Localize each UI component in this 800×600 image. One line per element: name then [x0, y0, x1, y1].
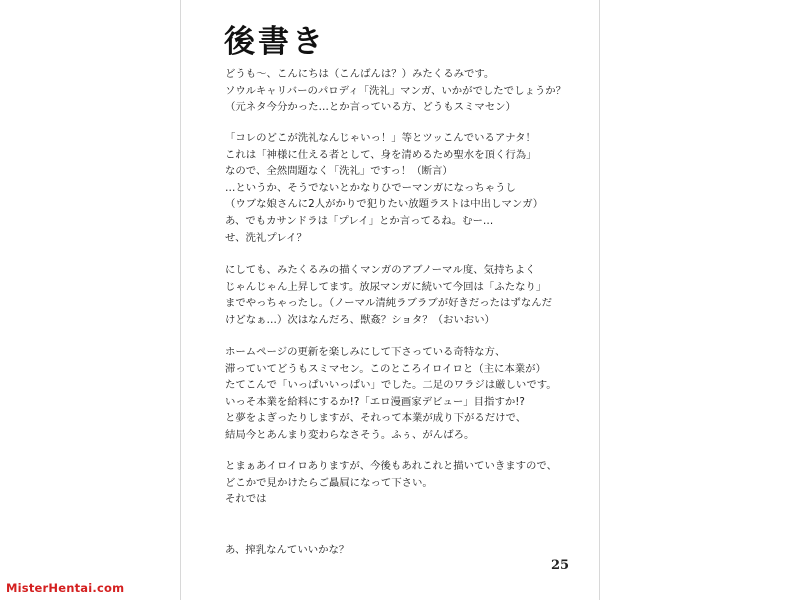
text-line: 滞っていてどうもスミマセン。このところイロイロと（主に本業が） [225, 362, 546, 375]
text-line: なので、全然問題なく「洗礼」ですっ！（断言） [225, 165, 453, 178]
text-line: ホームページの更新を楽しみにして下さっている奇特な方、 [225, 346, 506, 358]
text-line: 「コレのどこが洗礼なんじゃいっ！」等とツッこんでいるアナタ！ [225, 132, 536, 144]
text-line: それでは [225, 493, 267, 506]
paragraph-homepage [225, 344, 557, 444]
text-line: けどなぁ…）次はなんだろ、獣姦？ショタ？（おいおい） [225, 313, 495, 326]
text-line: せ、洗礼プレイ？ [225, 231, 307, 244]
text-line: どこかで見かけたらご贔屓になって下さい。 [225, 476, 433, 489]
text-line: とまぁあイロイロありますが、今後もあれこれと描いていきますので、 [225, 460, 557, 472]
paragraph-farewell [225, 458, 557, 508]
text-line: までやっちゃったし。（ノーマル清純ラブラブが好きだったはずなんだ [225, 297, 552, 310]
text-line: 結局今とあんまり変わらなさそう。ふぅ、がんばろ。 [225, 428, 475, 441]
text-line: たてこんで「いっぱいいっぱい」でした。二足のワラジは厳しいです。 [225, 379, 557, 392]
paragraph-abnormal [225, 262, 552, 328]
text-line: …というか、そうでないとかなりひでーマンガになっちゃうし [225, 181, 516, 194]
text-line: ソウルキャリバーのパロディ「洗礼」マンガ、いかがでしたでしょうか？ [225, 84, 567, 97]
text-line: じゃんじゃん上昇してます。放尿マンガに続いて今回は「ふたなり」 [225, 280, 547, 293]
book-page [180, 0, 600, 600]
page-number: 25 [551, 558, 570, 573]
page-title: 後書き [224, 24, 326, 60]
text-line: （元ネタ今分かった…とか言っている方、どうもスミマセン） [225, 101, 516, 114]
text-line: にしても、みたくるみの描くマンガのアブノーマル度、気持ちよく [225, 264, 536, 276]
text-line: どうも～、こんにちは（こんばんは？）みたくるみです。 [225, 68, 495, 80]
paragraph-baptism [225, 130, 543, 246]
text-line: いっそ本業を給料にするか!?「エロ漫画家デビュー」目指すか!? [225, 395, 525, 408]
text-line: （ウブな娘さんに2人がかりで犯りたい放題ラストは中出しマンガ） [225, 198, 544, 211]
text-line: これは「神様に仕える者として、身を清めるため聖水を頂く行為」 [225, 148, 537, 161]
closing-line: あ、搾乳なんていいかな？ [225, 544, 350, 556]
text-line: あ、でもカサンドラは「プレイ」とか言ってるね。むー… [225, 214, 494, 227]
text-line: と夢をよぎったりしますが、それって本業が成り下がるだけで、 [225, 412, 527, 425]
site-watermark: MisterHentai.com [6, 581, 125, 595]
paragraph-greeting [225, 66, 566, 116]
